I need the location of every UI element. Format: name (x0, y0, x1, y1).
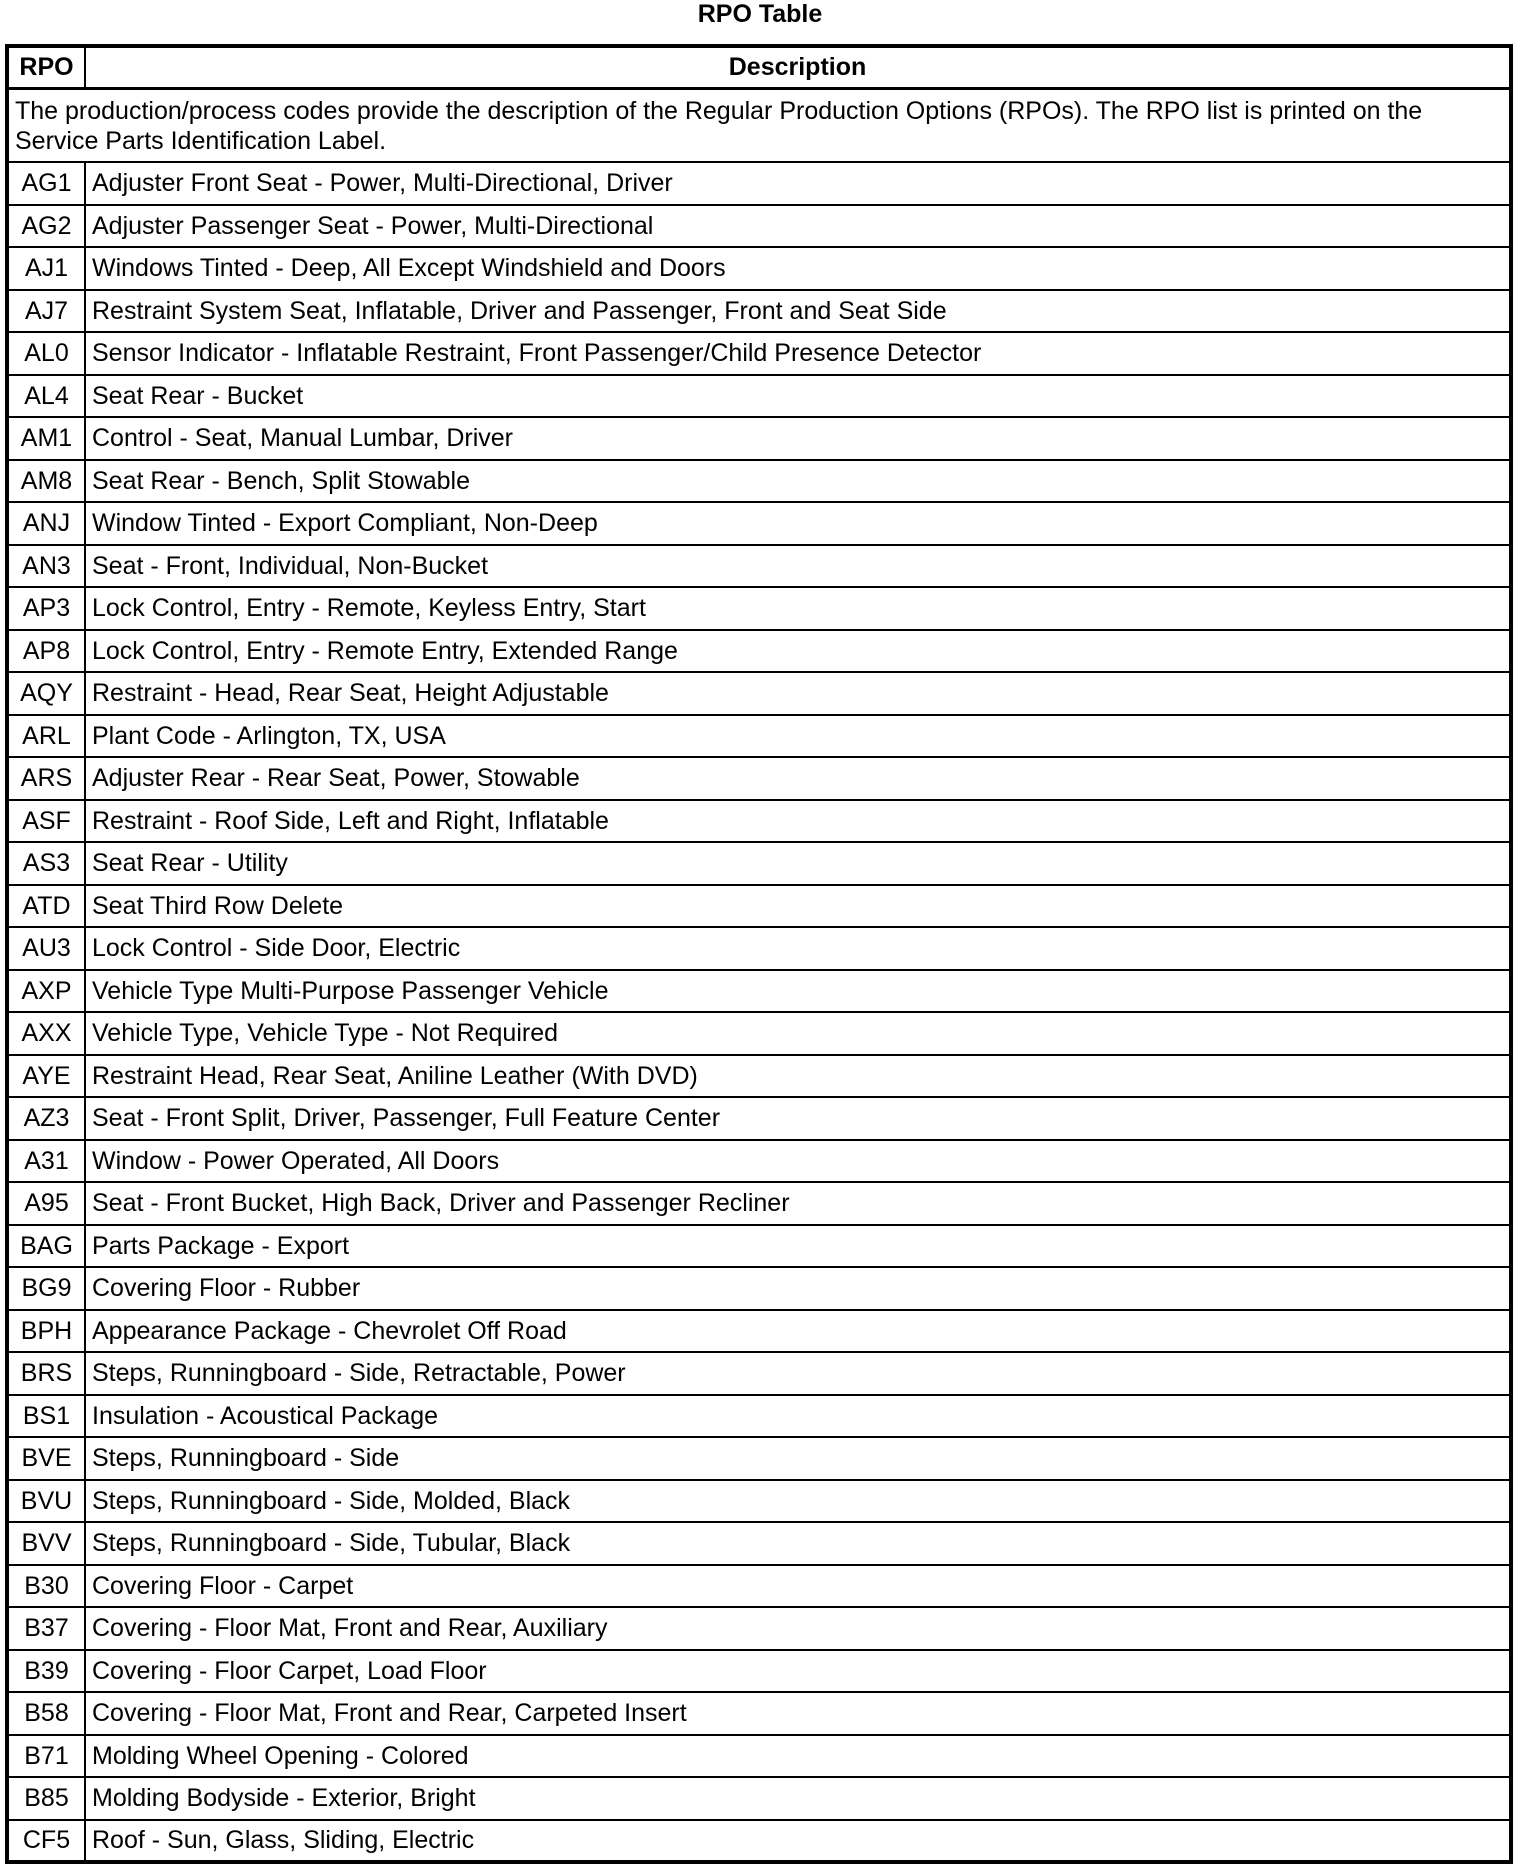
rpo-description-cell: Restraint Head, Rear Seat, Aniline Leather (With DVD) (85, 1055, 1511, 1098)
rpo-table (5, 44, 1513, 1864)
rpo-description-cell: Molding Wheel Opening - Colored (85, 1735, 1511, 1778)
column-header-description: Description (85, 46, 1511, 88)
table-row (7, 1140, 1511, 1183)
table-row (7, 162, 1511, 205)
rpo-code-cell: ASF (7, 800, 85, 843)
rpo-code-cell: AM1 (7, 417, 85, 460)
rpo-code-cell: BAG (7, 1225, 85, 1268)
header-row (7, 46, 1511, 88)
rpo-description-cell: Restraint System Seat, Inflatable, Driver and Passenger, Front and Seat Side (85, 290, 1511, 333)
rpo-code-cell: AU3 (7, 927, 85, 970)
rpo-code-cell: A31 (7, 1140, 85, 1183)
table-row (7, 1522, 1511, 1565)
table-row (7, 502, 1511, 545)
rpo-code-cell: B58 (7, 1692, 85, 1735)
table-row (7, 842, 1511, 885)
rpo-description-cell: Steps, Runningboard - Side, Molded, Black (85, 1480, 1511, 1523)
rpo-code-cell: AJ1 (7, 247, 85, 290)
rpo-description-cell: Adjuster Front Seat - Power, Multi-Directional, Driver (85, 162, 1511, 205)
table-row (7, 1182, 1511, 1225)
rpo-description-cell: Covering Floor - Rubber (85, 1267, 1511, 1310)
table-row (7, 290, 1511, 333)
table-row (7, 1820, 1511, 1863)
rpo-description-cell: Parts Package - Export (85, 1225, 1511, 1268)
table-row (7, 375, 1511, 418)
rpo-description-cell: Seat Rear - Bucket (85, 375, 1511, 418)
table-body (7, 162, 1511, 1862)
rpo-code-cell: BVV (7, 1522, 85, 1565)
rpo-description-cell: Molding Bodyside - Exterior, Bright (85, 1777, 1511, 1820)
rpo-description-cell: Plant Code - Arlington, TX, USA (85, 715, 1511, 758)
intro-text: The production/process codes provide the description of the Regular Production Options (RPOs). The RPO list is printed on the Service Parts Identification Label. (7, 88, 1511, 162)
table-row (7, 545, 1511, 588)
rpo-code-cell: B39 (7, 1650, 85, 1693)
rpo-description-cell: Restraint - Roof Side, Left and Right, Inflatable (85, 800, 1511, 843)
column-header-rpo: RPO (7, 46, 85, 88)
rpo-description-cell: Control - Seat, Manual Lumbar, Driver (85, 417, 1511, 460)
rpo-code-cell: AG2 (7, 205, 85, 248)
rpo-code-cell: AQY (7, 672, 85, 715)
rpo-description-cell: Steps, Runningboard - Side, Tubular, Black (85, 1522, 1511, 1565)
rpo-code-cell: A95 (7, 1182, 85, 1225)
rpo-description-cell: Seat Third Row Delete (85, 885, 1511, 928)
table-row (7, 1055, 1511, 1098)
rpo-code-cell: ANJ (7, 502, 85, 545)
table-row (7, 1267, 1511, 1310)
rpo-code-cell: AM8 (7, 460, 85, 503)
rpo-code-cell: CF5 (7, 1820, 85, 1863)
rpo-description-cell: Seat - Front Bucket, High Back, Driver and Passenger Recliner (85, 1182, 1511, 1225)
rpo-description-cell: Steps, Runningboard - Side (85, 1437, 1511, 1480)
rpo-description-cell: Vehicle Type Multi-Purpose Passenger Vehicle (85, 970, 1511, 1013)
table-row (7, 332, 1511, 375)
rpo-code-cell: AJ7 (7, 290, 85, 333)
rpo-code-cell: AZ3 (7, 1097, 85, 1140)
rpo-code-cell: BS1 (7, 1395, 85, 1438)
rpo-description-cell: Window - Power Operated, All Doors (85, 1140, 1511, 1183)
rpo-code-cell: AL4 (7, 375, 85, 418)
rpo-code-cell: AS3 (7, 842, 85, 885)
table-row (7, 1395, 1511, 1438)
rpo-code-cell: AXX (7, 1012, 85, 1055)
rpo-code-cell: BRS (7, 1352, 85, 1395)
table-header (7, 46, 1511, 88)
table-row (7, 1565, 1511, 1608)
table-row (7, 630, 1511, 673)
rpo-code-cell: B30 (7, 1565, 85, 1608)
rpo-description-cell: Insulation - Acoustical Package (85, 1395, 1511, 1438)
rpo-description-cell: Lock Control, Entry - Remote, Keyless Entry, Start (85, 587, 1511, 630)
rpo-description-cell: Window Tinted - Export Compliant, Non-Deep (85, 502, 1511, 545)
table-row (7, 1735, 1511, 1778)
rpo-code-cell: B85 (7, 1777, 85, 1820)
rpo-code-cell: AN3 (7, 545, 85, 588)
rpo-description-cell: Seat Rear - Bench, Split Stowable (85, 460, 1511, 503)
rpo-description-cell: Covering - Floor Mat, Front and Rear, Auxiliary (85, 1607, 1511, 1650)
table-row (7, 715, 1511, 758)
table-row (7, 205, 1511, 248)
rpo-description-cell: Seat - Front Split, Driver, Passenger, Full Feature Center (85, 1097, 1511, 1140)
table-row (7, 1225, 1511, 1268)
rpo-code-cell: AP3 (7, 587, 85, 630)
table-row (7, 800, 1511, 843)
rpo-code-cell: ARL (7, 715, 85, 758)
rpo-code-cell: BPH (7, 1310, 85, 1353)
table-row (7, 1650, 1511, 1693)
rpo-code-cell: B37 (7, 1607, 85, 1650)
table-row (7, 672, 1511, 715)
rpo-description-cell: Seat Rear - Utility (85, 842, 1511, 885)
rpo-code-cell: AYE (7, 1055, 85, 1098)
table-row (7, 1012, 1511, 1055)
rpo-description-cell: Steps, Runningboard - Side, Retractable, Power (85, 1352, 1511, 1395)
rpo-description-cell: Roof - Sun, Glass, Sliding, Electric (85, 1820, 1511, 1863)
table-row (7, 1437, 1511, 1480)
table-row (7, 1310, 1511, 1353)
rpo-description-cell: Sensor Indicator - Inflatable Restraint, Front Passenger/Child Presence Detector (85, 332, 1511, 375)
rpo-code-cell: BG9 (7, 1267, 85, 1310)
rpo-code-cell: BVE (7, 1437, 85, 1480)
table-row (7, 1692, 1511, 1735)
table-row (7, 587, 1511, 630)
rpo-description-cell: Lock Control - Side Door, Electric (85, 927, 1511, 970)
rpo-code-cell: AG1 (7, 162, 85, 205)
rpo-code-cell: AL0 (7, 332, 85, 375)
rpo-description-cell: Covering Floor - Carpet (85, 1565, 1511, 1608)
rpo-description-cell: Covering - Floor Carpet, Load Floor (85, 1650, 1511, 1693)
rpo-description-cell: Appearance Package - Chevrolet Off Road (85, 1310, 1511, 1353)
table-row (7, 460, 1511, 503)
rpo-code-cell: B71 (7, 1735, 85, 1778)
table-row (7, 247, 1511, 290)
table-row (7, 885, 1511, 928)
table-row (7, 927, 1511, 970)
rpo-code-cell: ATD (7, 885, 85, 928)
page-title: RPO Table (697, 0, 823, 28)
intro-row (7, 88, 1511, 162)
table-row (7, 1480, 1511, 1523)
rpo-code-cell: BVU (7, 1480, 85, 1523)
rpo-code-cell: AXP (7, 970, 85, 1013)
intro-section (7, 88, 1511, 162)
table-row (7, 417, 1511, 460)
table-row (7, 1097, 1511, 1140)
rpo-code-cell: AP8 (7, 630, 85, 673)
rpo-description-cell: Adjuster Rear - Rear Seat, Power, Stowable (85, 757, 1511, 800)
table-row (7, 1352, 1511, 1395)
rpo-description-cell: Lock Control, Entry - Remote Entry, Extended Range (85, 630, 1511, 673)
rpo-description-cell: Adjuster Passenger Seat - Power, Multi-Directional (85, 205, 1511, 248)
rpo-description-cell: Windows Tinted - Deep, All Except Windshield and Doors (85, 247, 1511, 290)
table-row (7, 1607, 1511, 1650)
table-row (7, 757, 1511, 800)
rpo-description-cell: Restraint - Head, Rear Seat, Height Adjustable (85, 672, 1511, 715)
table-row (7, 970, 1511, 1013)
rpo-description-cell: Seat - Front, Individual, Non-Bucket (85, 545, 1511, 588)
rpo-code-cell: ARS (7, 757, 85, 800)
table-row (7, 1777, 1511, 1820)
rpo-description-cell: Covering - Floor Mat, Front and Rear, Carpeted Insert (85, 1692, 1511, 1735)
rpo-description-cell: Vehicle Type, Vehicle Type - Not Required (85, 1012, 1511, 1055)
